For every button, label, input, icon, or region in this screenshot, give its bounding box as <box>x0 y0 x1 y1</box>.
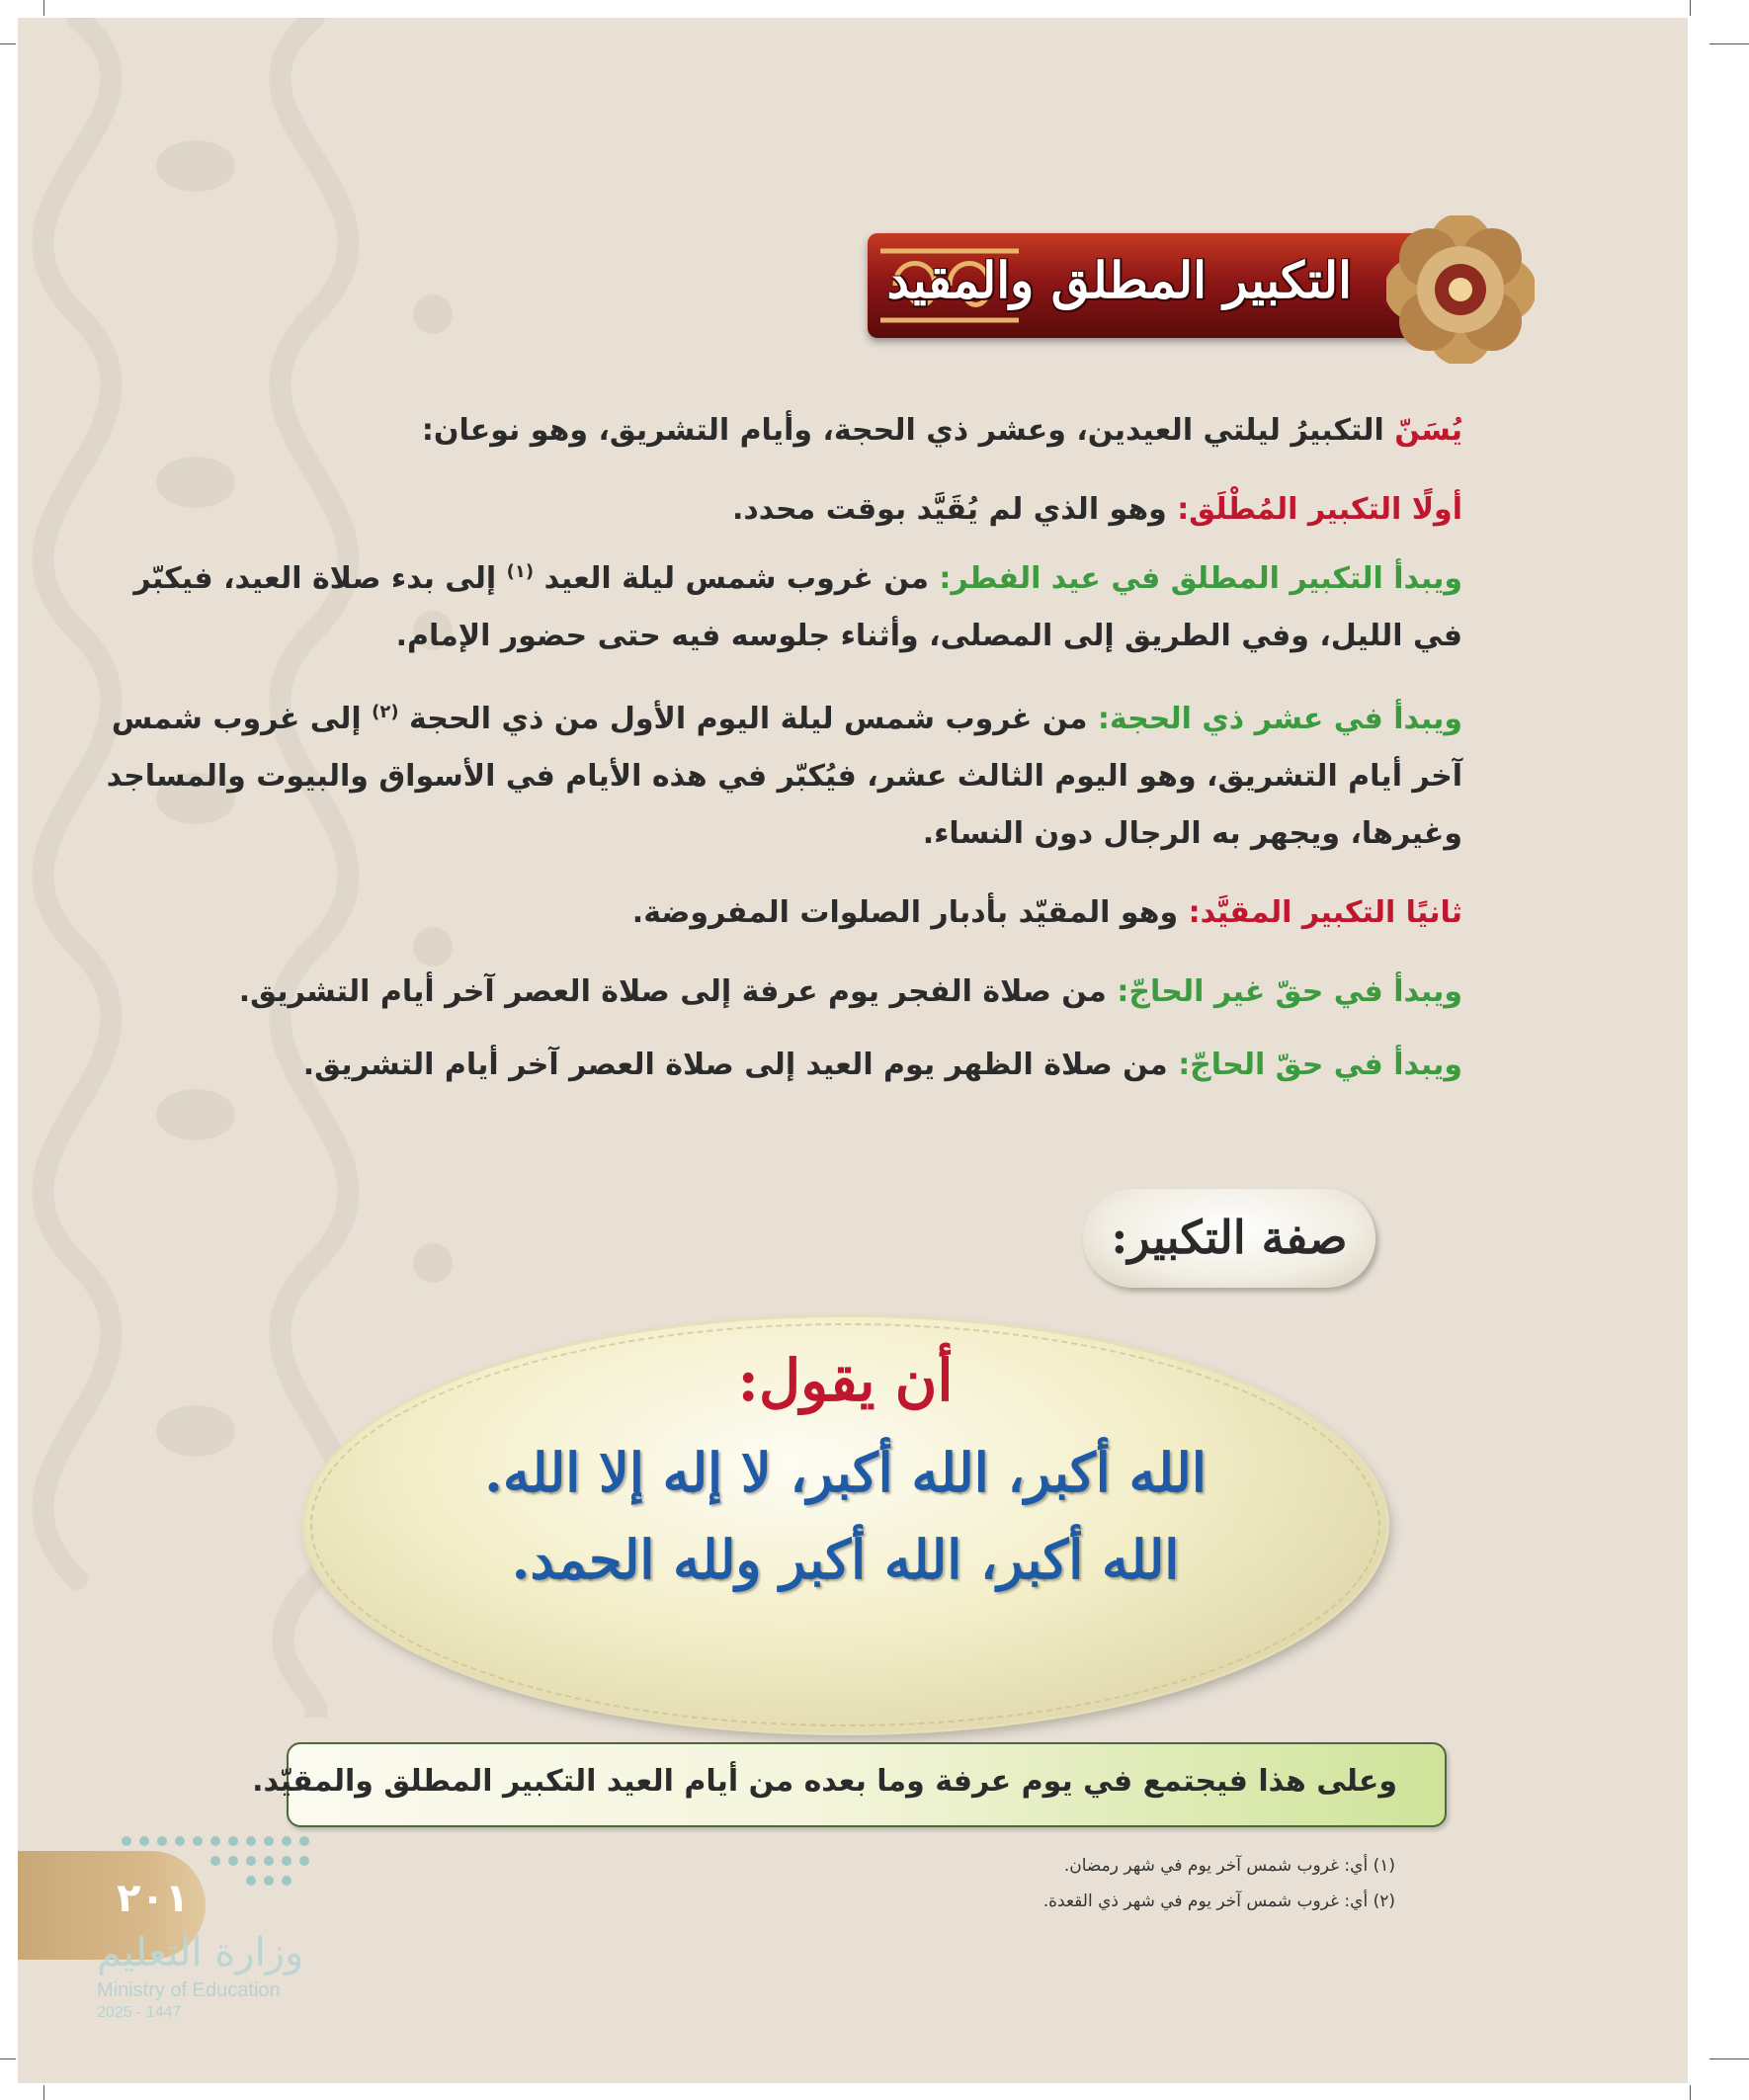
mutlaq-definition <box>732 492 1462 527</box>
intro-paragraph <box>422 413 1462 448</box>
crop-mark <box>1690 2085 1691 2100</box>
hijja-line-2: آخر أيام التشريق، وهو اليوم الثالث عشر، فيُكبّر في هذه الأيام في الأسواق والبيوت والمساجد <box>106 759 1462 794</box>
ministry-logo-year: 2025 - 1447 <box>97 2004 182 2021</box>
nonpilgrim-paragraph <box>239 974 1462 1009</box>
crop-mark <box>0 2058 16 2059</box>
intro-lead: يُسَنّ <box>1394 413 1462 448</box>
muqayyad-definition-text: وهو المقيّد بأدبار الصلوات المفروضة. <box>631 895 1179 930</box>
ministry-logo-english: Ministry of Education <box>97 1979 281 2001</box>
ministry-logo-arabic: وزارة التعليم <box>97 1930 304 1975</box>
nonpilgrim-text: من صلاة الفجر يوم عرفة إلى صلاة العصر آخر أيام التشريق. <box>238 974 1107 1009</box>
fitr-text-a: من غروب شمس ليلة العيد <box>543 561 929 596</box>
section-title: التكبير المطلق والمقيد <box>886 251 1352 309</box>
footnote-2: (٢) أي: غروب شمس آخر يوم في شهر ذي القعدة. <box>1042 1891 1395 1911</box>
oval-heading: أن يقول: <box>737 1347 954 1414</box>
rosette-icon <box>1386 215 1535 364</box>
fitr-label: ويبدأ التكبير المطلق في عيد الفطر: <box>939 561 1462 596</box>
takbir-line-2: الله أكبر، الله أكبر ولله الحمد. <box>511 1528 1180 1591</box>
hijja-paragraph <box>112 702 1462 736</box>
fitr-text-b: إلى بدء صلاة العيد، فيكبّر <box>133 561 497 596</box>
hijja-line-3: وغيرها، ويجهر به الرجال دون النساء. <box>922 816 1462 851</box>
crop-mark <box>1709 43 1749 44</box>
pilgrim-label: ويبدأ في حقّ الحاجّ: <box>1178 1048 1462 1082</box>
sifa-label-box <box>1083 1189 1375 1288</box>
muqayyad-label: ثانيًا التكبير المقيَّد: <box>1188 895 1462 930</box>
mutlaq-label: أولًا التكبير المُطْلَق: <box>1177 492 1462 527</box>
crop-mark <box>43 2085 44 2100</box>
takbir-line-1: الله أكبر، الله أكبر، لا إله إلا الله. <box>484 1441 1207 1504</box>
intro-text: التكبيرُ ليلتي العيدين، وعشر ذي الحجة، وأيام التشريق، وهو نوعان: <box>421 413 1384 448</box>
pilgrim-paragraph <box>303 1048 1462 1082</box>
hijja-text-b: إلى غروب شمس <box>111 702 362 736</box>
crop-mark <box>43 0 44 16</box>
fitr-paragraph <box>133 561 1462 596</box>
sifa-label: صفة التكبير: <box>1111 1211 1348 1264</box>
crop-mark <box>1709 2058 1749 2059</box>
footnote-1: (١) أي: غروب شمس آخر يوم في شهر رمضان. <box>1063 1856 1395 1876</box>
pilgrim-text: من صلاة الظهر يوم العيد إلى صلاة العصر آخر أيام التشريق. <box>302 1048 1168 1082</box>
fitr-line-2: في الليل، وفي الطريق إلى المصلى، وأثناء جلوسه فيه حتى حضور الإمام. <box>395 619 1462 653</box>
footnote-ref-1: (١) <box>506 561 535 582</box>
nonpilgrim-label: ويبدأ في حقّ غير الحاجّ: <box>1117 974 1462 1009</box>
hijja-label: ويبدأ في عشر ذي الحجة: <box>1097 702 1462 736</box>
page-number: ٢٠١ <box>117 1876 190 1921</box>
page <box>18 18 1688 2083</box>
footnote-ref-2: (٢) <box>372 702 399 722</box>
summary-note <box>252 1742 1447 1827</box>
muqayyad-definition <box>632 895 1462 930</box>
crop-mark <box>1690 0 1691 16</box>
summary-note-text: وعلى هذا فيجتمع في يوم عرفة وما بعده من أيام العيد التكبير المطلق والمقيّد. <box>252 1764 1397 1799</box>
hijja-text-a: من غروب شمس ليلة اليوم الأول من ذي الحجة <box>409 702 1088 736</box>
mutlaq-definition-text: وهو الذي لم يُقَيَّد بوقت محدد. <box>731 492 1167 527</box>
crop-mark <box>0 43 16 44</box>
